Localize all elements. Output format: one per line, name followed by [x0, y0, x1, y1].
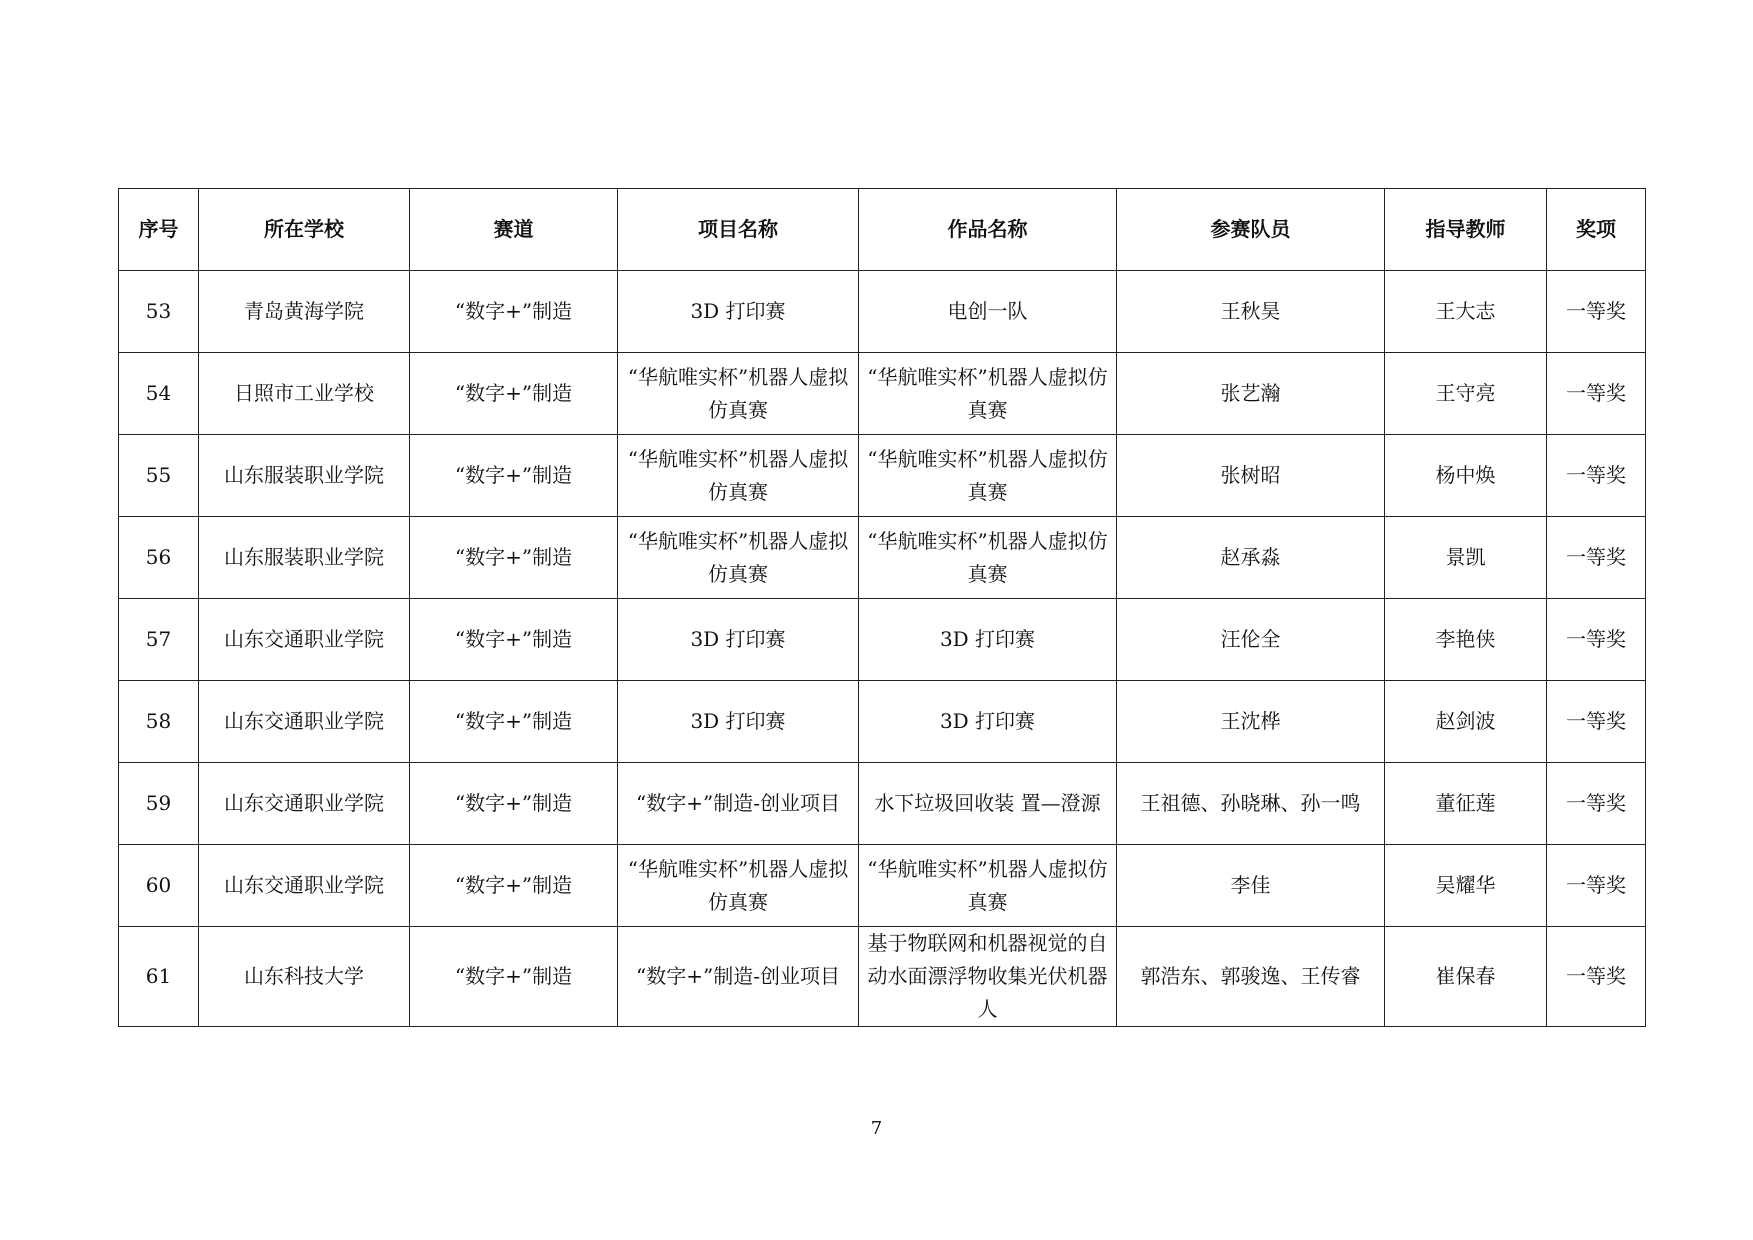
- cell-project: “数字+”制造-创业项目: [618, 927, 859, 1027]
- cell-project: “华航唯实杯”机器人虚拟仿真赛: [618, 517, 859, 599]
- table-row: [119, 763, 1646, 845]
- cell-school: 山东服装职业学院: [199, 435, 410, 517]
- cell-index: 56: [119, 517, 199, 599]
- cell-school: 山东科技大学: [199, 927, 410, 1027]
- cell-teacher: 王守亮: [1385, 353, 1547, 435]
- table-row: [119, 845, 1646, 927]
- header-project: 项目名称: [618, 189, 859, 271]
- cell-index: 60: [119, 845, 199, 927]
- cell-award: 一等奖: [1547, 681, 1646, 763]
- cell-project: “华航唯实杯”机器人虚拟仿真赛: [618, 435, 859, 517]
- cell-index: 59: [119, 763, 199, 845]
- page-number: 7: [870, 1118, 883, 1139]
- cell-track: “数字+”制造: [410, 435, 618, 517]
- cell-members: 王祖德、孙晓琳、孙一鸣: [1117, 763, 1385, 845]
- cell-index: 57: [119, 599, 199, 681]
- cell-work: 基于物联网和机器视觉的自动水面漂浮物收集光伏机器人: [859, 927, 1117, 1027]
- table-row: [119, 681, 1646, 763]
- cell-project: “华航唯实杯”机器人虚拟仿真赛: [618, 353, 859, 435]
- header-school: 所在学校: [199, 189, 410, 271]
- header-teacher: 指导教师: [1385, 189, 1547, 271]
- cell-teacher: 吴耀华: [1385, 845, 1547, 927]
- cell-project: “华航唯实杯”机器人虚拟仿真赛: [618, 845, 859, 927]
- cell-work: 水下垃圾回收装 置—澄源: [859, 763, 1117, 845]
- table-row: [119, 517, 1646, 599]
- cell-index: 61: [119, 927, 199, 1027]
- table-row: [119, 435, 1646, 517]
- cell-award: 一等奖: [1547, 517, 1646, 599]
- cell-award: 一等奖: [1547, 599, 1646, 681]
- cell-members: 王秋昊: [1117, 271, 1385, 353]
- cell-teacher: 景凯: [1385, 517, 1547, 599]
- cell-project: 3D 打印赛: [618, 599, 859, 681]
- cell-project: “数字+”制造-创业项目: [618, 763, 859, 845]
- cell-project: 3D 打印赛: [618, 271, 859, 353]
- cell-members: 张树昭: [1117, 435, 1385, 517]
- cell-award: 一等奖: [1547, 845, 1646, 927]
- cell-teacher: 董征莲: [1385, 763, 1547, 845]
- header-index: 序号: [119, 189, 199, 271]
- header-work: 作品名称: [859, 189, 1117, 271]
- cell-track: “数字+”制造: [410, 353, 618, 435]
- cell-track: “数字+”制造: [410, 763, 618, 845]
- cell-members: 郭浩东、郭骏逸、王传睿: [1117, 927, 1385, 1027]
- cell-teacher: 李艳侠: [1385, 599, 1547, 681]
- cell-work: 3D 打印赛: [859, 681, 1117, 763]
- cell-track: “数字+”制造: [410, 599, 618, 681]
- table-row: [119, 353, 1646, 435]
- cell-members: 李佳: [1117, 845, 1385, 927]
- header-track: 赛道: [410, 189, 618, 271]
- cell-award: 一等奖: [1547, 271, 1646, 353]
- cell-teacher: 杨中焕: [1385, 435, 1547, 517]
- cell-work: 电创一队: [859, 271, 1117, 353]
- cell-track: “数字+”制造: [410, 517, 618, 599]
- cell-work: “华航唯实杯”机器人虚拟仿真赛: [859, 435, 1117, 517]
- cell-index: 54: [119, 353, 199, 435]
- cell-members: 张艺瀚: [1117, 353, 1385, 435]
- cell-work: “华航唯实杯”机器人虚拟仿真赛: [859, 845, 1117, 927]
- header-award: 奖项: [1547, 189, 1646, 271]
- cell-teacher: 崔保春: [1385, 927, 1547, 1027]
- table-row: [119, 927, 1646, 1027]
- cell-school: 日照市工业学校: [199, 353, 410, 435]
- cell-track: “数字+”制造: [410, 845, 618, 927]
- cell-work: “华航唯实杯”机器人虚拟仿真赛: [859, 517, 1117, 599]
- cell-index: 53: [119, 271, 199, 353]
- cell-school: 山东交通职业学院: [199, 599, 410, 681]
- cell-school: 山东交通职业学院: [199, 845, 410, 927]
- cell-award: 一等奖: [1547, 927, 1646, 1027]
- cell-school: 山东服装职业学院: [199, 517, 410, 599]
- cell-members: 王沈桦: [1117, 681, 1385, 763]
- cell-work: “华航唯实杯”机器人虚拟仿真赛: [859, 353, 1117, 435]
- cell-award: 一等奖: [1547, 435, 1646, 517]
- cell-index: 58: [119, 681, 199, 763]
- cell-members: 赵承淼: [1117, 517, 1385, 599]
- cell-school: 山东交通职业学院: [199, 681, 410, 763]
- award-table: [118, 188, 1646, 1027]
- table-header-row: [119, 189, 1646, 271]
- cell-index: 55: [119, 435, 199, 517]
- cell-award: 一等奖: [1547, 353, 1646, 435]
- cell-teacher: 王大志: [1385, 271, 1547, 353]
- cell-work: 3D 打印赛: [859, 599, 1117, 681]
- cell-school: 山东交通职业学院: [199, 763, 410, 845]
- table-body: [119, 271, 1646, 1027]
- cell-track: “数字+”制造: [410, 271, 618, 353]
- cell-teacher: 赵剑波: [1385, 681, 1547, 763]
- cell-track: “数字+”制造: [410, 927, 618, 1027]
- header-members: 参赛队员: [1117, 189, 1385, 271]
- cell-project: 3D 打印赛: [618, 681, 859, 763]
- cell-members: 汪伦全: [1117, 599, 1385, 681]
- cell-school: 青岛黄海学院: [199, 271, 410, 353]
- cell-track: “数字+”制造: [410, 681, 618, 763]
- cell-award: 一等奖: [1547, 763, 1646, 845]
- table-row: [119, 599, 1646, 681]
- table-row: [119, 271, 1646, 353]
